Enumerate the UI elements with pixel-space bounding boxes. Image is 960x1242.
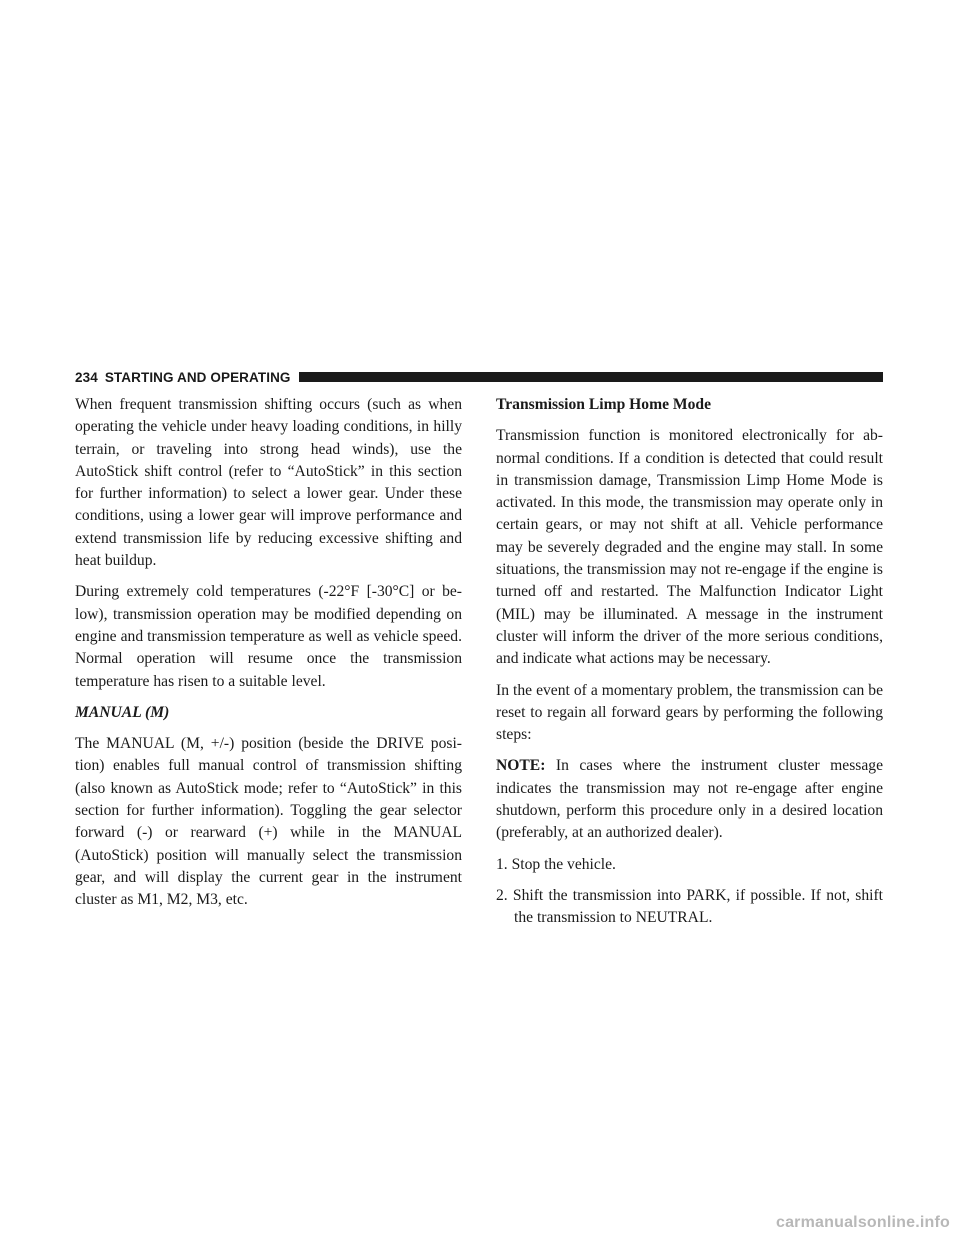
paragraph-cold-temperatures: During extremely cold temperatures (-22°F [-30°C] or below), transmission operation may be modified depending on engine and transmission temperature as well as vehicle speed. Normal operation will resume once the transmission temperature has risen to a suitable level. — [75, 583, 462, 690]
page-header — [75, 367, 883, 387]
note-label: NOTE: — [496, 757, 546, 775]
heading-manual: MANUAL (M) — [75, 703, 170, 721]
paragraph-reset: In the event of a momentary problem, the transmission can be reset to regain all forward gears by performing the following steps: — [496, 681, 883, 744]
left-column — [75, 394, 462, 921]
right-column — [496, 394, 883, 939]
note — [496, 755, 883, 844]
header-rule — [299, 372, 883, 382]
step-2: 2. Shift the transmission into PARK, if possible. If not, shift the transmission to NEUTRAL. — [496, 886, 883, 927]
paragraph-manual: The MANUAL (M, +/-) position (beside the DRIVE position) enables full manual control of transmission shifting (also known as AutoStick mode; refer to “AutoStick” in this section for further information). Toggling the gear selector forward (-) or rearward (+) while in the MANUAL (AutoStick) position will manually select the transmission gear, and will display the current gear in the instrument cluster as M1, M2, M3, etc. — [75, 735, 462, 909]
step-1: 1. Stop the vehicle. — [496, 855, 616, 873]
paragraph-shifting: When frequent transmission shifting occurs (such as when operating the vehicle under heavy loading conditions, in hilly terrain, or traveling into strong head winds), use the AutoStick shift control (refer to “AutoStick” in this section for further information) to select a lower gear. Under these conditions, using a lower gear will improve performance and extend transmission life by reducing excessive shifting and heat buildup. — [75, 396, 462, 570]
paragraph-limp-home: Transmission function is monitored electronically for abnormal conditions. If a condition is detected that could result in transmission damage, Transmission Limp Home Mode is activated. In this mode, the transmission may operate only in certain gears, or may not shift at all. Vehicle performance may be severely degraded and the engine may stall. In some situations, the transmission may not re-engage if the engine is turned off and restarted. The Malfunction Indicator Light (MIL) may be illuminated. A message in the instrument cluster will inform the driver of the more serious conditions, and indicate what actions may be necessary. — [496, 427, 883, 668]
section-title: STARTING AND OPERATING — [104, 369, 291, 385]
heading-limp-home: Transmission Limp Home Mode — [496, 396, 711, 413]
page-number: 234 — [75, 369, 98, 385]
note-text: In cases where the instrument cluster message indicates the transmission may not re-engage after engine shutdown, perform this procedure only in a desired location (preferably, at an authorized dealer). — [496, 757, 883, 842]
watermark: carmanualsonline.info — [775, 1214, 950, 1231]
